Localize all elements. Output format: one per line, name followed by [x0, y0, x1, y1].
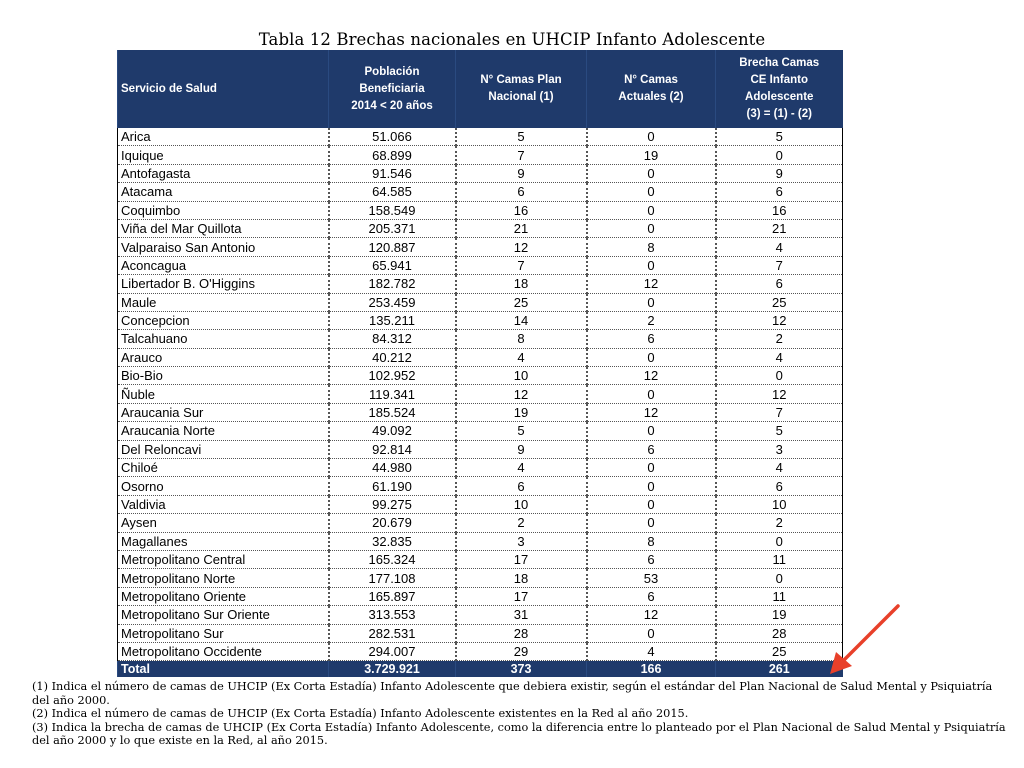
- cell-servicio: Valdivia: [118, 495, 329, 513]
- cell-brecha: 6: [716, 275, 843, 293]
- cell-poblacion: 20.679: [329, 514, 456, 532]
- cell-brecha: 11: [716, 587, 843, 605]
- cell-poblacion: 135.211: [329, 311, 456, 329]
- table-row: [118, 477, 843, 495]
- cell-camas-actuales: 0: [587, 293, 716, 311]
- cell-camas-actuales: 12: [587, 275, 716, 293]
- cell-poblacion: 32.835: [329, 532, 456, 550]
- table-row: [118, 514, 843, 532]
- cell-poblacion: 84.312: [329, 330, 456, 348]
- cell-camas-plan: 12: [456, 385, 587, 403]
- cell-servicio: Valparaiso San Antonio: [118, 238, 329, 256]
- cell-camas-plan: 12: [456, 238, 587, 256]
- cell-servicio: Libertador B. O'Higgins: [118, 275, 329, 293]
- cell-camas-actuales: 8: [587, 238, 716, 256]
- cell-servicio: Chiloé: [118, 459, 329, 477]
- cell-camas-plan: 17: [456, 550, 587, 568]
- table-row: [118, 219, 843, 237]
- table-row: [118, 146, 843, 164]
- cell-brecha: 9: [716, 164, 843, 182]
- table-row: [118, 311, 843, 329]
- cell-poblacion: 64.585: [329, 183, 456, 201]
- cell-camas-actuales: 0: [587, 256, 716, 274]
- cell-servicio: Antofagasta: [118, 164, 329, 182]
- cell-brecha: 25: [716, 642, 843, 660]
- cell-brecha: 6: [716, 183, 843, 201]
- cell-poblacion: 313.553: [329, 606, 456, 624]
- cell-poblacion: 165.324: [329, 550, 456, 568]
- cell-servicio: Aysen: [118, 514, 329, 532]
- cell-brecha: 4: [716, 238, 843, 256]
- cell-poblacion: 165.897: [329, 587, 456, 605]
- cell-camas-actuales: 0: [587, 183, 716, 201]
- table-row: [118, 183, 843, 201]
- header-row: [118, 50, 843, 128]
- total-poblacion: 3.729.921: [329, 661, 456, 678]
- table-row: [118, 550, 843, 568]
- cell-brecha: 16: [716, 201, 843, 219]
- cell-camas-actuales: 4: [587, 642, 716, 660]
- table-row: [118, 440, 843, 458]
- cell-camas-plan: 14: [456, 311, 587, 329]
- cell-camas-actuales: 0: [587, 385, 716, 403]
- cell-poblacion: 51.066: [329, 128, 456, 146]
- cell-camas-plan: 18: [456, 569, 587, 587]
- cell-brecha: 5: [716, 128, 843, 146]
- header-poblacion: Población Beneficiaria 2014 < 20 años: [329, 50, 456, 128]
- total-brecha: 261: [716, 661, 843, 678]
- cell-brecha: 11: [716, 550, 843, 568]
- cell-camas-plan: 25: [456, 293, 587, 311]
- cell-servicio: Arauco: [118, 348, 329, 366]
- cell-poblacion: 282.531: [329, 624, 456, 642]
- cell-servicio: Magallanes: [118, 532, 329, 550]
- table-body: [118, 128, 843, 661]
- cell-camas-plan: 18: [456, 275, 587, 293]
- cell-brecha: 12: [716, 311, 843, 329]
- table-row: [118, 624, 843, 642]
- cell-poblacion: 158.549: [329, 201, 456, 219]
- cell-poblacion: 253.459: [329, 293, 456, 311]
- table-row: [118, 164, 843, 182]
- cell-servicio: Iquique: [118, 146, 329, 164]
- table-row: [118, 275, 843, 293]
- cell-camas-actuales: 2: [587, 311, 716, 329]
- cell-camas-actuales: 12: [587, 606, 716, 624]
- cell-camas-plan: 17: [456, 587, 587, 605]
- red-arrow-icon: [820, 600, 910, 680]
- cell-camas-plan: 19: [456, 403, 587, 421]
- cell-servicio: Viña del Mar Quillota: [118, 219, 329, 237]
- cell-servicio: Metropolitano Occidente: [118, 642, 329, 660]
- cell-servicio: Coquimbo: [118, 201, 329, 219]
- cell-brecha: 0: [716, 146, 843, 164]
- cell-camas-actuales: 0: [587, 348, 716, 366]
- table-row: [118, 238, 843, 256]
- cell-camas-actuales: 0: [587, 164, 716, 182]
- cell-servicio: Concepcion: [118, 311, 329, 329]
- cell-poblacion: 177.108: [329, 569, 456, 587]
- table-row: [118, 495, 843, 513]
- table-row: [118, 201, 843, 219]
- table-row: [118, 642, 843, 660]
- header-camas-plan: N° Camas Plan Nacional (1): [456, 50, 587, 128]
- cell-servicio: Araucania Norte: [118, 422, 329, 440]
- header-servicio: Servicio de Salud: [118, 50, 329, 128]
- total-label: Total: [118, 661, 329, 678]
- cell-camas-actuales: 12: [587, 403, 716, 421]
- cell-poblacion: 92.814: [329, 440, 456, 458]
- cell-brecha: 19: [716, 606, 843, 624]
- cell-camas-actuales: 19: [587, 146, 716, 164]
- cell-brecha: 3: [716, 440, 843, 458]
- cell-camas-plan: 7: [456, 146, 587, 164]
- cell-camas-actuales: 0: [587, 201, 716, 219]
- footnote-2: (2) Indica el número de camas de UHCIP (Ex Corta Estadía) Infanto Adolescente existentes en la Red al año 2015.: [32, 707, 689, 721]
- header-camas-actuales: N° Camas Actuales (2): [587, 50, 716, 128]
- total-camas-plan: 373: [456, 661, 587, 678]
- cell-camas-plan: 8: [456, 330, 587, 348]
- cell-brecha: 2: [716, 514, 843, 532]
- table-row: [118, 587, 843, 605]
- cell-camas-plan: 31: [456, 606, 587, 624]
- cell-brecha: 25: [716, 293, 843, 311]
- cell-camas-plan: 10: [456, 367, 587, 385]
- table-row: [118, 348, 843, 366]
- table-row: [118, 385, 843, 403]
- cell-servicio: Araucania Sur: [118, 403, 329, 421]
- cell-camas-plan: 5: [456, 422, 587, 440]
- total-camas-actuales: 166: [587, 661, 716, 678]
- cell-servicio: Metropolitano Sur: [118, 624, 329, 642]
- cell-camas-actuales: 0: [587, 422, 716, 440]
- cell-servicio: Metropolitano Central: [118, 550, 329, 568]
- cell-poblacion: 61.190: [329, 477, 456, 495]
- cell-camas-plan: 2: [456, 514, 587, 532]
- cell-poblacion: 119.341: [329, 385, 456, 403]
- cell-camas-actuales: 12: [587, 367, 716, 385]
- cell-brecha: 0: [716, 532, 843, 550]
- cell-camas-plan: 28: [456, 624, 587, 642]
- cell-camas-actuales: 0: [587, 624, 716, 642]
- table-row: [118, 422, 843, 440]
- data-table: [117, 50, 843, 677]
- cell-servicio: Maule: [118, 293, 329, 311]
- cell-brecha: 4: [716, 348, 843, 366]
- cell-camas-actuales: 0: [587, 459, 716, 477]
- cell-camas-plan: 4: [456, 348, 587, 366]
- cell-brecha: 6: [716, 477, 843, 495]
- cell-poblacion: 99.275: [329, 495, 456, 513]
- table-row: [118, 606, 843, 624]
- cell-servicio: Metropolitano Sur Oriente: [118, 606, 329, 624]
- cell-camas-plan: 5: [456, 128, 587, 146]
- cell-poblacion: 65.941: [329, 256, 456, 274]
- cell-camas-plan: 10: [456, 495, 587, 513]
- cell-poblacion: 91.546: [329, 164, 456, 182]
- cell-servicio: Aconcagua: [118, 256, 329, 274]
- cell-brecha: 0: [716, 569, 843, 587]
- cell-camas-actuales: 6: [587, 550, 716, 568]
- cell-poblacion: 185.524: [329, 403, 456, 421]
- cell-camas-plan: 4: [456, 459, 587, 477]
- cell-brecha: 4: [716, 459, 843, 477]
- cell-camas-actuales: 0: [587, 495, 716, 513]
- cell-servicio: Bio-Bio: [118, 367, 329, 385]
- cell-camas-plan: 9: [456, 440, 587, 458]
- cell-brecha: 0: [716, 367, 843, 385]
- cell-poblacion: 182.782: [329, 275, 456, 293]
- cell-brecha: 7: [716, 403, 843, 421]
- cell-camas-plan: 6: [456, 477, 587, 495]
- cell-camas-plan: 29: [456, 642, 587, 660]
- cell-camas-plan: 3: [456, 532, 587, 550]
- table-title: Tabla 12 Brechas nacionales en UHCIP Infanto Adolescente: [258, 30, 766, 49]
- total-row: [118, 661, 843, 678]
- cell-camas-plan: 6: [456, 183, 587, 201]
- cell-poblacion: 120.887: [329, 238, 456, 256]
- cell-poblacion: 40.212: [329, 348, 456, 366]
- cell-poblacion: 49.092: [329, 422, 456, 440]
- cell-brecha: 5: [716, 422, 843, 440]
- cell-camas-plan: 16: [456, 201, 587, 219]
- footnotes: [32, 680, 1007, 748]
- cell-servicio: Atacama: [118, 183, 329, 201]
- cell-poblacion: 294.007: [329, 642, 456, 660]
- cell-camas-actuales: 0: [587, 514, 716, 532]
- cell-servicio: Ñuble: [118, 385, 329, 403]
- cell-camas-plan: 7: [456, 256, 587, 274]
- cell-camas-actuales: 8: [587, 532, 716, 550]
- footnote-3: (3) Indica la brecha de camas de UHCIP (Ex Corta Estadía) Infanto Adolescente, como la diferencia entre lo planteado por el Plan Nacional de Salud Mental y Psiquiatría del año 2000 y lo que existe en la Red, al año 2015.: [32, 720, 1006, 748]
- cell-camas-actuales: 6: [587, 587, 716, 605]
- cell-poblacion: 205.371: [329, 219, 456, 237]
- cell-camas-actuales: 6: [587, 330, 716, 348]
- cell-poblacion: 68.899: [329, 146, 456, 164]
- cell-brecha: 2: [716, 330, 843, 348]
- cell-camas-actuales: 0: [587, 128, 716, 146]
- table-row: [118, 128, 843, 146]
- cell-brecha: 7: [716, 256, 843, 274]
- table-row: [118, 569, 843, 587]
- header-brecha: Brecha Camas CE Infanto Adolescente (3) = (1) - (2): [716, 50, 843, 128]
- cell-poblacion: 102.952: [329, 367, 456, 385]
- table-row: [118, 330, 843, 348]
- table-row: [118, 256, 843, 274]
- cell-camas-actuales: 53: [587, 569, 716, 587]
- table-row: [118, 293, 843, 311]
- cell-brecha: 12: [716, 385, 843, 403]
- cell-brecha: 21: [716, 219, 843, 237]
- cell-servicio: Talcahuano: [118, 330, 329, 348]
- cell-poblacion: 44.980: [329, 459, 456, 477]
- cell-brecha: 28: [716, 624, 843, 642]
- cell-servicio: Osorno: [118, 477, 329, 495]
- footnote-1: (1) Indica el número de camas de UHCIP (Ex Corta Estadía) Infanto Adolescente que debiera existir, según el estándar del Plan Nacional de Salud Mental y Psiquiatría del año 2000.: [32, 680, 993, 707]
- table-row: [118, 532, 843, 550]
- cell-camas-actuales: 6: [587, 440, 716, 458]
- cell-servicio: Metropolitano Norte: [118, 569, 329, 587]
- cell-camas-plan: 9: [456, 164, 587, 182]
- table-row: [118, 403, 843, 421]
- cell-brecha: 10: [716, 495, 843, 513]
- cell-servicio: Del Reloncavi: [118, 440, 329, 458]
- cell-servicio: Arica: [118, 128, 329, 146]
- cell-servicio: Metropolitano Oriente: [118, 587, 329, 605]
- cell-camas-actuales: 0: [587, 219, 716, 237]
- table-row: [118, 367, 843, 385]
- cell-camas-actuales: 0: [587, 477, 716, 495]
- cell-camas-plan: 21: [456, 219, 587, 237]
- table-row: [118, 459, 843, 477]
